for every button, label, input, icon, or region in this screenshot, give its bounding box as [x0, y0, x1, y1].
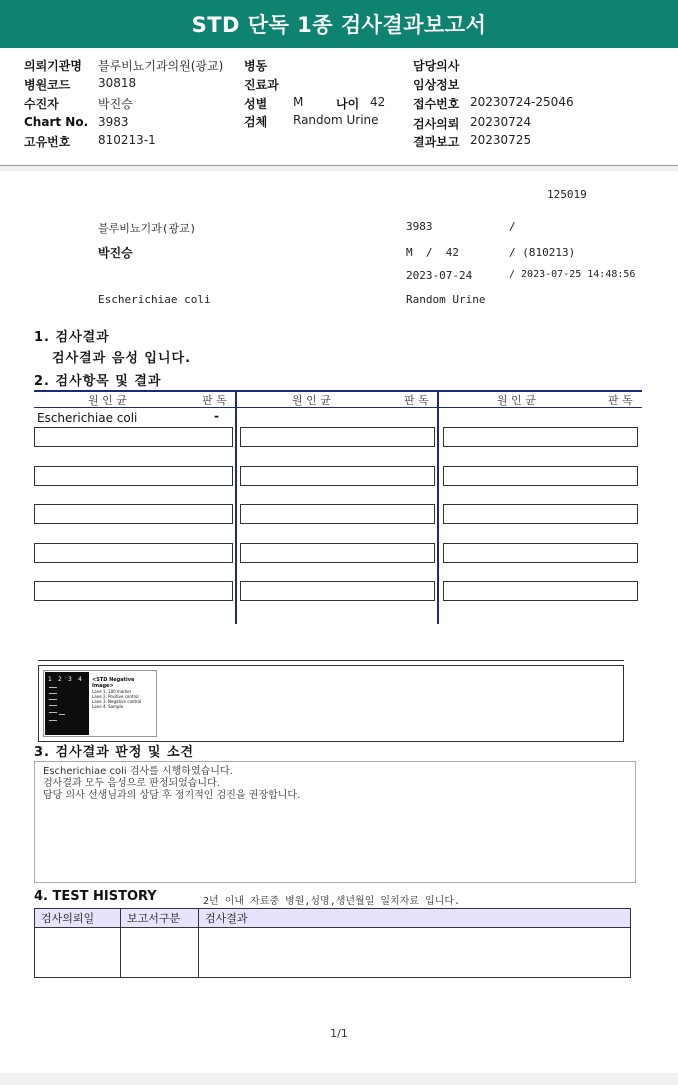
opinion-box [34, 761, 636, 883]
section-title-results: 1. 검사결과 [34, 330, 110, 345]
info-row: 수진자 박진승 [24, 97, 133, 111]
result-box [240, 581, 435, 601]
divider [0, 166, 678, 171]
column-header-organism: 원 인 균 [88, 394, 127, 407]
info-row: Chart No. 3983 [24, 115, 129, 129]
info-row: 진료과 [244, 78, 279, 92]
report-number: 125019 [547, 188, 587, 201]
result-box [443, 427, 638, 447]
marker-band [49, 687, 57, 688]
result-box [34, 543, 233, 563]
column-header-result: 판 독 [404, 394, 429, 407]
column-header-organism: 원 인 균 [292, 394, 331, 407]
info-row: 성별 M [244, 95, 304, 111]
marker-band [49, 699, 57, 700]
summary-name: 박진승 [98, 246, 133, 260]
gel-title: <STD Negative Image> [92, 677, 135, 689]
gel-legend-item: Lane 4. Sample [92, 704, 124, 709]
history-column-header: 검사결과 [199, 909, 631, 928]
opinion-line: 담당 의사 선생님과의 상담 후 정기적인 검진을 권장합니다. [43, 790, 301, 801]
info-row: 담당의사 [413, 59, 460, 73]
marker-band [49, 705, 57, 706]
report-title: STD 단독 1종 검사결과보고서 [191, 13, 487, 37]
result-box [34, 581, 233, 601]
result-box [240, 466, 435, 486]
lane-number: 3 [68, 676, 72, 683]
history-note: 2년 이내 자료중 병원,성명,생년월일 일치자료 입니다. [203, 896, 461, 907]
page-number: 1/1 [330, 1027, 348, 1040]
summary-specimen: Random Urine [406, 293, 486, 306]
column-divider [235, 390, 237, 624]
gel-image-frame [38, 665, 624, 742]
info-row: 병동 [244, 59, 268, 73]
history-column-header: 보고서구분 [121, 909, 199, 928]
summary-date-reported: / 2023-07-25 14:48:56 [509, 269, 636, 280]
section-title-opinion: 3. 검사결과 판정 및 소견 [34, 745, 195, 760]
column-divider [437, 390, 439, 624]
info-row: 고유번호 810213-1 [24, 133, 156, 149]
gel-lanes [45, 672, 89, 735]
opinion-line: 검사결과 모두 음성으로 판정되었습니다. [43, 778, 220, 789]
marker-band [49, 712, 57, 713]
lane-number: 1 [48, 676, 52, 683]
positive-band [59, 714, 65, 715]
column-header-result: 판 독 [202, 394, 227, 407]
gel-image [43, 670, 157, 737]
info-row: 접수번호 20230724-25046 [413, 95, 574, 111]
organism-result: - [214, 409, 219, 423]
organism-name: Escherichiae coli [37, 411, 138, 425]
report-header [0, 0, 678, 48]
info-row: 결과보고 20230725 [413, 133, 532, 149]
summary-clinic: 블루비뇨기과(광교) [98, 222, 197, 235]
summary-slash: / [509, 220, 516, 233]
result-box [443, 466, 638, 486]
section-title-items: 2. 검사항목 및 결과 [34, 374, 162, 389]
result-box [240, 427, 435, 447]
lane-number: 2 [58, 676, 62, 683]
column-header-result: 판 독 [608, 394, 633, 407]
info-row: 검체 Random Urine [244, 113, 379, 129]
info-row: 임상정보 [413, 78, 460, 92]
summary-test: Escherichiae coli [98, 293, 211, 306]
result-box [443, 504, 638, 524]
history-cell [121, 928, 199, 978]
history-cell [35, 928, 121, 978]
table-row [35, 928, 631, 978]
result-box [443, 581, 638, 601]
opinion-line: Escherichiae coli 검사를 시행하였습니다. [43, 766, 233, 777]
divider [38, 660, 624, 661]
result-box [34, 466, 233, 486]
result-box [443, 543, 638, 563]
info-row: 병원코드 30818 [24, 76, 137, 92]
column-header-organism: 원 인 균 [497, 394, 536, 407]
info-row: 검사의뢰 20230724 [413, 115, 532, 131]
history-cell [199, 928, 631, 978]
summary-chart: 3983 [406, 220, 433, 233]
summary-id: / (810213) [509, 246, 576, 259]
marker-band [49, 693, 57, 694]
lane-number: 4 [78, 676, 82, 683]
result-box [34, 427, 233, 447]
summary-date-requested: 2023-07-24 [406, 269, 473, 282]
section-title-history: 4. TEST HISTORY [34, 889, 157, 904]
patient-info [0, 48, 678, 166]
info-row-age: 나이 42 [336, 95, 386, 111]
history-table [34, 908, 631, 978]
gel-legend-item: Lane 2. Positive control [92, 694, 139, 699]
marker-band [49, 720, 57, 721]
result-box [34, 504, 233, 524]
result-box [240, 543, 435, 563]
history-column-header: 검사의뢰일 [35, 909, 121, 928]
gel-legend-item: Lane 1. 100 marker [92, 689, 132, 694]
result-summary-text: 검사결과 음성 입니다. [52, 351, 192, 366]
result-box [240, 504, 435, 524]
footer-bar [0, 1073, 678, 1085]
info-row: 의뢰기관명 블루비뇨기과의원(광교) [24, 59, 224, 73]
summary-sex-age: M / 42 [406, 246, 459, 259]
gel-legend-item: Lane 3. Negative control [92, 699, 142, 704]
